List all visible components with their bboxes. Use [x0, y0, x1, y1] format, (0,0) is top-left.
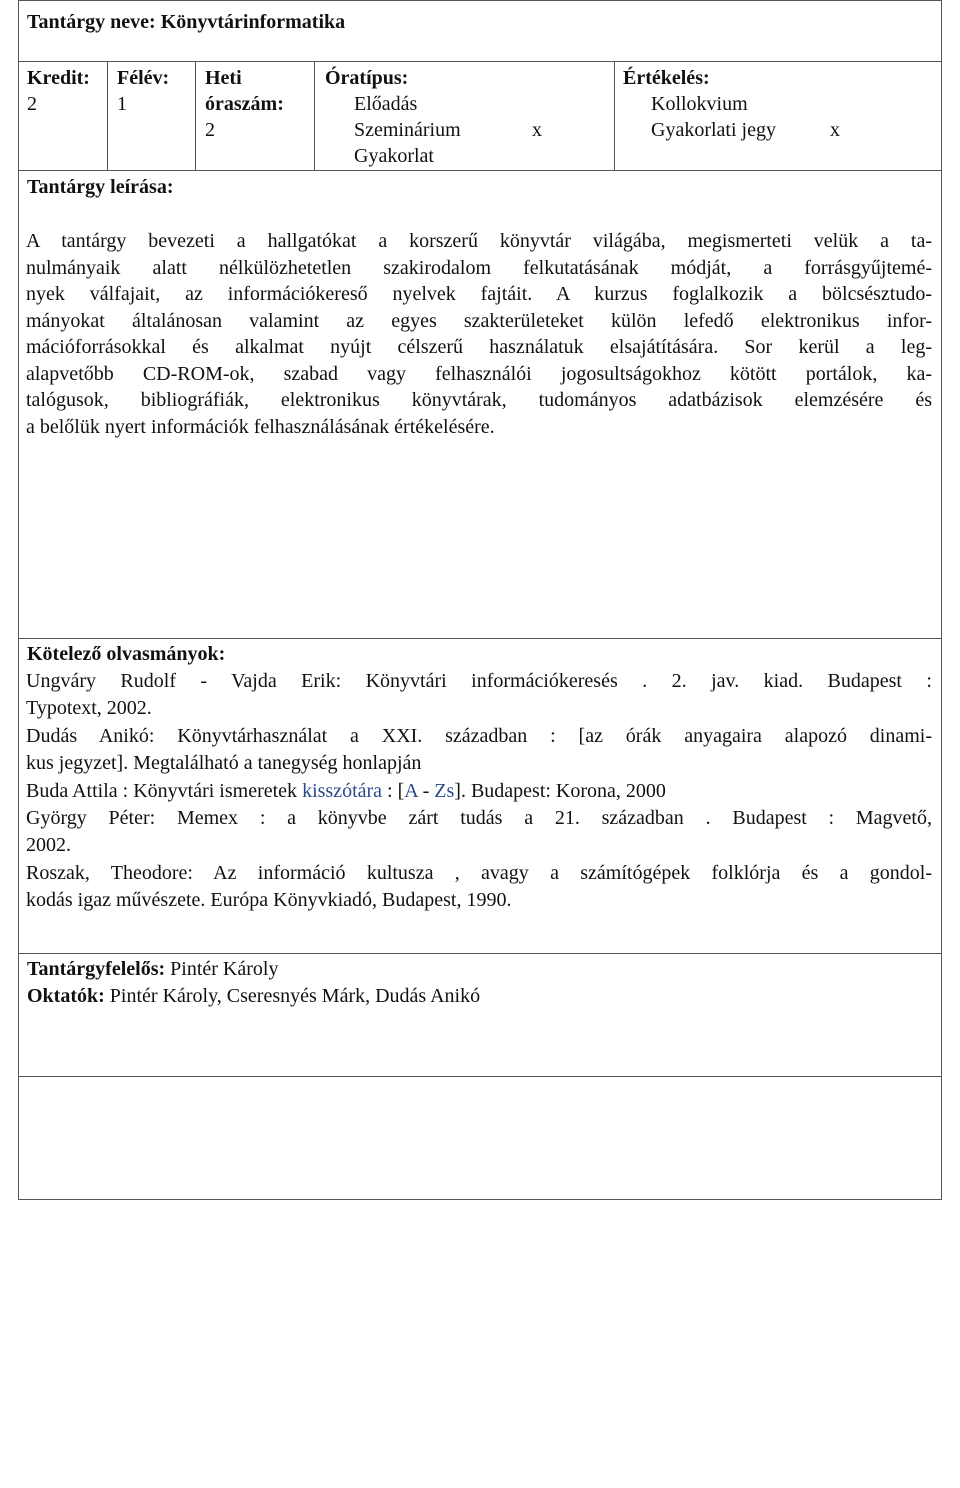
- reading-line: Ungváry Rudolf - Vajda Erik: Könyvtári információkeresés . 2. jav. kiad. Budapest :: [26, 670, 932, 692]
- evaluation-practical-grade: Gyakorlati jegy: [651, 119, 776, 141]
- weekly-hours-label: Heti: [205, 67, 242, 89]
- responsible-line: [27, 956, 278, 982]
- evaluation-practical-mark: x: [830, 119, 840, 141]
- description-line: mációforrásokkal és alkalmat nyújt célszerű használatuk elsajátítására. Sor kerül a leg-: [26, 336, 932, 358]
- description-line: talógusok, bibliográfiák, elektronikus könyvtárak, tudományos adatbázisok elemzésére és: [26, 389, 932, 411]
- reading-line: Roszak, Theodore: Az információ kultusza , avagy a számítógépek folklórja és a gondol-: [26, 861, 932, 884]
- teachers-value: Pintér Károly, Cseresnyés Márk, Dudás Anikó: [104, 985, 481, 1007]
- teachers-label: Oktatók:: [27, 985, 105, 1007]
- subject-name: Tantárgy neve: Könyvtárinformatika: [27, 11, 346, 33]
- empty-box: [18, 1076, 942, 1200]
- readings-label: Kötelező olvasmányok:: [27, 643, 226, 665]
- description-label: Tantárgy leírása:: [27, 176, 174, 198]
- divider-class-type: [614, 62, 615, 170]
- reading-line: kodás igaz művészete. Európa Könyvkiadó, Budapest, 1990.: [26, 889, 512, 912]
- divider-hours: [314, 62, 315, 170]
- teachers-line: [27, 983, 480, 1009]
- weekly-hours-label-2: óraszám:: [205, 93, 284, 115]
- responsible-value: Pintér Károly: [165, 958, 279, 980]
- reading-line: Typotext, 2002.: [26, 697, 152, 720]
- reading-line: 2002.: [26, 834, 71, 857]
- class-type-seminar-mark: x: [532, 119, 542, 141]
- description-line: nyek válfajait, az információkereső nyelvek fajtáit. A kurzus foglalkozik a bölcsésztudo-: [26, 283, 932, 305]
- reading-line: kus jegyzet]. Megtalálható a tanegység honlapján: [26, 752, 422, 775]
- description-line: nulmányaik alatt nélkülözhetetlen szakirodalom felkutatásának módját, a forrásgyűjtemé-: [26, 256, 932, 279]
- credit-label: Kredit:: [27, 67, 90, 89]
- reading-line: György Péter: Memex : a könyvbe zárt tudás a 21. században . Budapest : Magvető,: [26, 807, 932, 830]
- class-type-lecture: Előadás: [354, 93, 418, 115]
- weekly-hours-value: 2: [205, 119, 215, 141]
- class-type-seminar: Szeminárium: [354, 119, 461, 141]
- reading-line-buda: Buda Attila : Könyvtári ismeretek kisszótára : [A - Zs]. Budapest: Korona, 2000: [26, 779, 666, 802]
- readings-list: [26, 668, 932, 915]
- semester-label: Félév:: [117, 67, 170, 89]
- class-type-practice: Gyakorlat: [354, 145, 434, 167]
- description-line: mányokat általánosan valamint az egyes szakterületeket külön lefedő elektronikus infor-: [26, 309, 932, 332]
- description-line: alapvetőbb CD-ROM-ok, szabad vagy felhasználói jogosultságokhoz kötött portálok, ka-: [26, 362, 932, 385]
- divider-credit: [107, 62, 108, 170]
- divider-semester: [195, 62, 196, 170]
- description-line: a belőlük nyert információk felhasználásának értékelésére.: [26, 415, 495, 438]
- reading-line: Dudás Anikó: Könyvtárhasználat a XXI. században : [az órák anyagaira alapozó dinami-: [26, 724, 932, 747]
- description-line: A tantárgy bevezeti a hallgatókat a korszerű könyvtár világába, megismerteti velük a ta-: [26, 230, 932, 252]
- class-type-label: Óratípus:: [325, 67, 409, 89]
- responsible-label: Tantárgyfelelős:: [27, 958, 166, 980]
- description-text: [26, 228, 932, 440]
- evaluation-label: Értékelés:: [623, 67, 710, 89]
- semester-value: 1: [117, 93, 127, 115]
- evaluation-colloquium: Kollokvium: [651, 93, 748, 115]
- kisszotara-link: kisszótára: [302, 779, 383, 802]
- credit-value: 2: [27, 93, 37, 115]
